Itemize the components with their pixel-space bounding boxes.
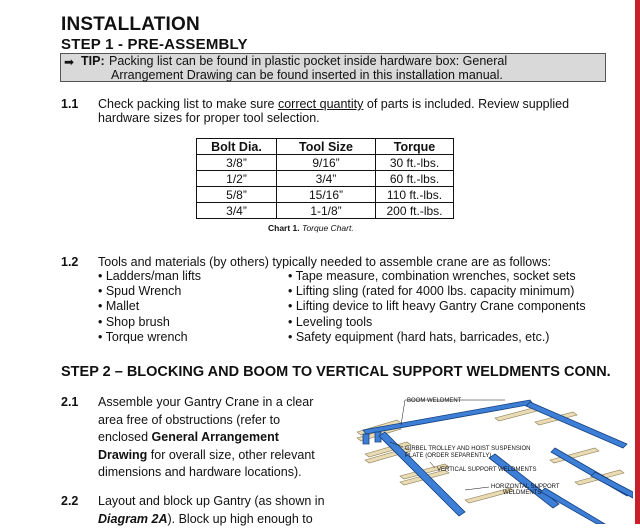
list-item: • Safety equipment (hard hats, barricades, etc.): [288, 330, 550, 344]
tip-line-2: Arrangement Drawing can be found inserted in this installation manual.: [111, 68, 503, 82]
tip-box: [60, 53, 606, 82]
list-item: • Lifting device to lift heavy Gantry Crane components: [288, 299, 586, 313]
list-item: • Shop brush: [98, 315, 170, 329]
tip-line-1: Packing list can be found in plastic pocket inside hardware box: General: [109, 54, 508, 68]
page-title: INSTALLATION: [61, 14, 200, 35]
section-1-1-line-1: [98, 97, 569, 112]
diagram-label-vertical: VERTICAL SUPPORT WELDMENTS: [437, 467, 537, 473]
table-caption: [268, 223, 354, 233]
table-row: [197, 203, 454, 219]
diagram-label-boom: BOOM WELDMENT: [407, 398, 462, 404]
table-cell: 200 ft.-lbs.: [376, 203, 454, 219]
section-number-1-2: 1.2: [61, 255, 79, 269]
gantry-diagram: [345, 392, 633, 524]
text-segment: Layout and block up Gantry (as shown in: [98, 494, 325, 508]
diagram-reference: Diagram 2A: [98, 511, 168, 526]
text-segment: ). Block up high enough to: [167, 511, 313, 526]
column-header: Bolt Dia.: [197, 139, 277, 155]
table-cell: 110 ft.-lbs.: [376, 187, 454, 203]
diagram-label-girbel-2: PLATE (ORDER SEPARENTLY): [405, 453, 492, 459]
arrow-right-icon: ➡: [64, 55, 75, 69]
table-cell: 5/8”: [197, 187, 277, 203]
table-cell: 15/16”: [277, 187, 376, 203]
section-2-1-text: [98, 394, 330, 482]
table-cell: 3/4”: [277, 171, 376, 187]
text-segment: of parts is included. Review supplied: [363, 97, 570, 111]
page-edge-bar: [635, 0, 640, 524]
table-cell: 9/16”: [277, 155, 376, 171]
text-segment: Check packing list to make sure: [98, 97, 278, 111]
table-cell: 1/2”: [197, 171, 277, 187]
table-cell: 30 ft.-lbs.: [376, 155, 454, 171]
list-item: • Torque wrench: [98, 330, 188, 344]
list-item: • Mallet: [98, 299, 140, 313]
list-item: • Spud Wrench: [98, 284, 182, 298]
list-item: • Ladders/man lifts: [98, 269, 202, 283]
underlined-text: correct quantity: [277, 97, 364, 111]
caption-text: Torque Chart.: [302, 223, 354, 233]
table-cell: 60 ft.-lbs.: [376, 171, 454, 187]
step2-heading: STEP 2 – BLOCKING AND BOOM TO VERTICAL SUPPORT WELDMENTS CONN.: [61, 364, 611, 380]
section-1-1-line-2: hardware sizes for proper tool selection.: [98, 111, 320, 125]
table-row: [197, 187, 454, 203]
column-header: Tool Size: [277, 139, 376, 155]
list-item: • Tape measure, combination wrenches, socket sets: [288, 269, 576, 283]
section-number-2-2: 2.2: [61, 494, 79, 508]
table-cell: 3/4”: [197, 203, 277, 219]
section-number-2-1: 2.1: [61, 395, 79, 409]
bold-text: General Arrangement Drawing: [98, 430, 279, 462]
diagram-label-horizontal-2: WELDMENTS: [503, 490, 542, 496]
text-segment: Assemble your Gantry Crane in a clear area free of obstructions (refer to enclosed: [98, 395, 314, 444]
table-header-row: [197, 139, 454, 155]
step1-heading: STEP 1 - PRE-ASSEMBLY: [61, 36, 248, 53]
list-item: • Lifting sling (rated for 4000 lbs. capacity minimum): [288, 284, 575, 298]
table-row: [197, 171, 454, 187]
section-number-1-1: 1.1: [61, 97, 79, 111]
column-header: Torque: [376, 139, 454, 155]
table-cell: 1-1/8”: [277, 203, 376, 219]
caption-label: Chart 1.: [268, 223, 300, 233]
diagram-label-girbel-1: GIRBEL TROLLEY AND HOIST SUSPENSION: [405, 446, 531, 452]
table-row: [197, 155, 454, 171]
text-segment: for overall size, other relevant dimensions and hardware locations).: [98, 447, 315, 479]
section-1-2-intro: Tools and materials (by others) typically needed to assemble crane are as follows:: [98, 255, 551, 269]
torque-table: [196, 138, 454, 219]
list-item: • Leveling tools: [288, 315, 373, 329]
table-cell: 3/8”: [197, 155, 277, 171]
diagram-label-horizontal-1: HORIZONTAL SUPPORT: [491, 484, 560, 490]
section-2-2-text: [98, 493, 325, 528]
tip-label: TIP:: [81, 54, 105, 68]
